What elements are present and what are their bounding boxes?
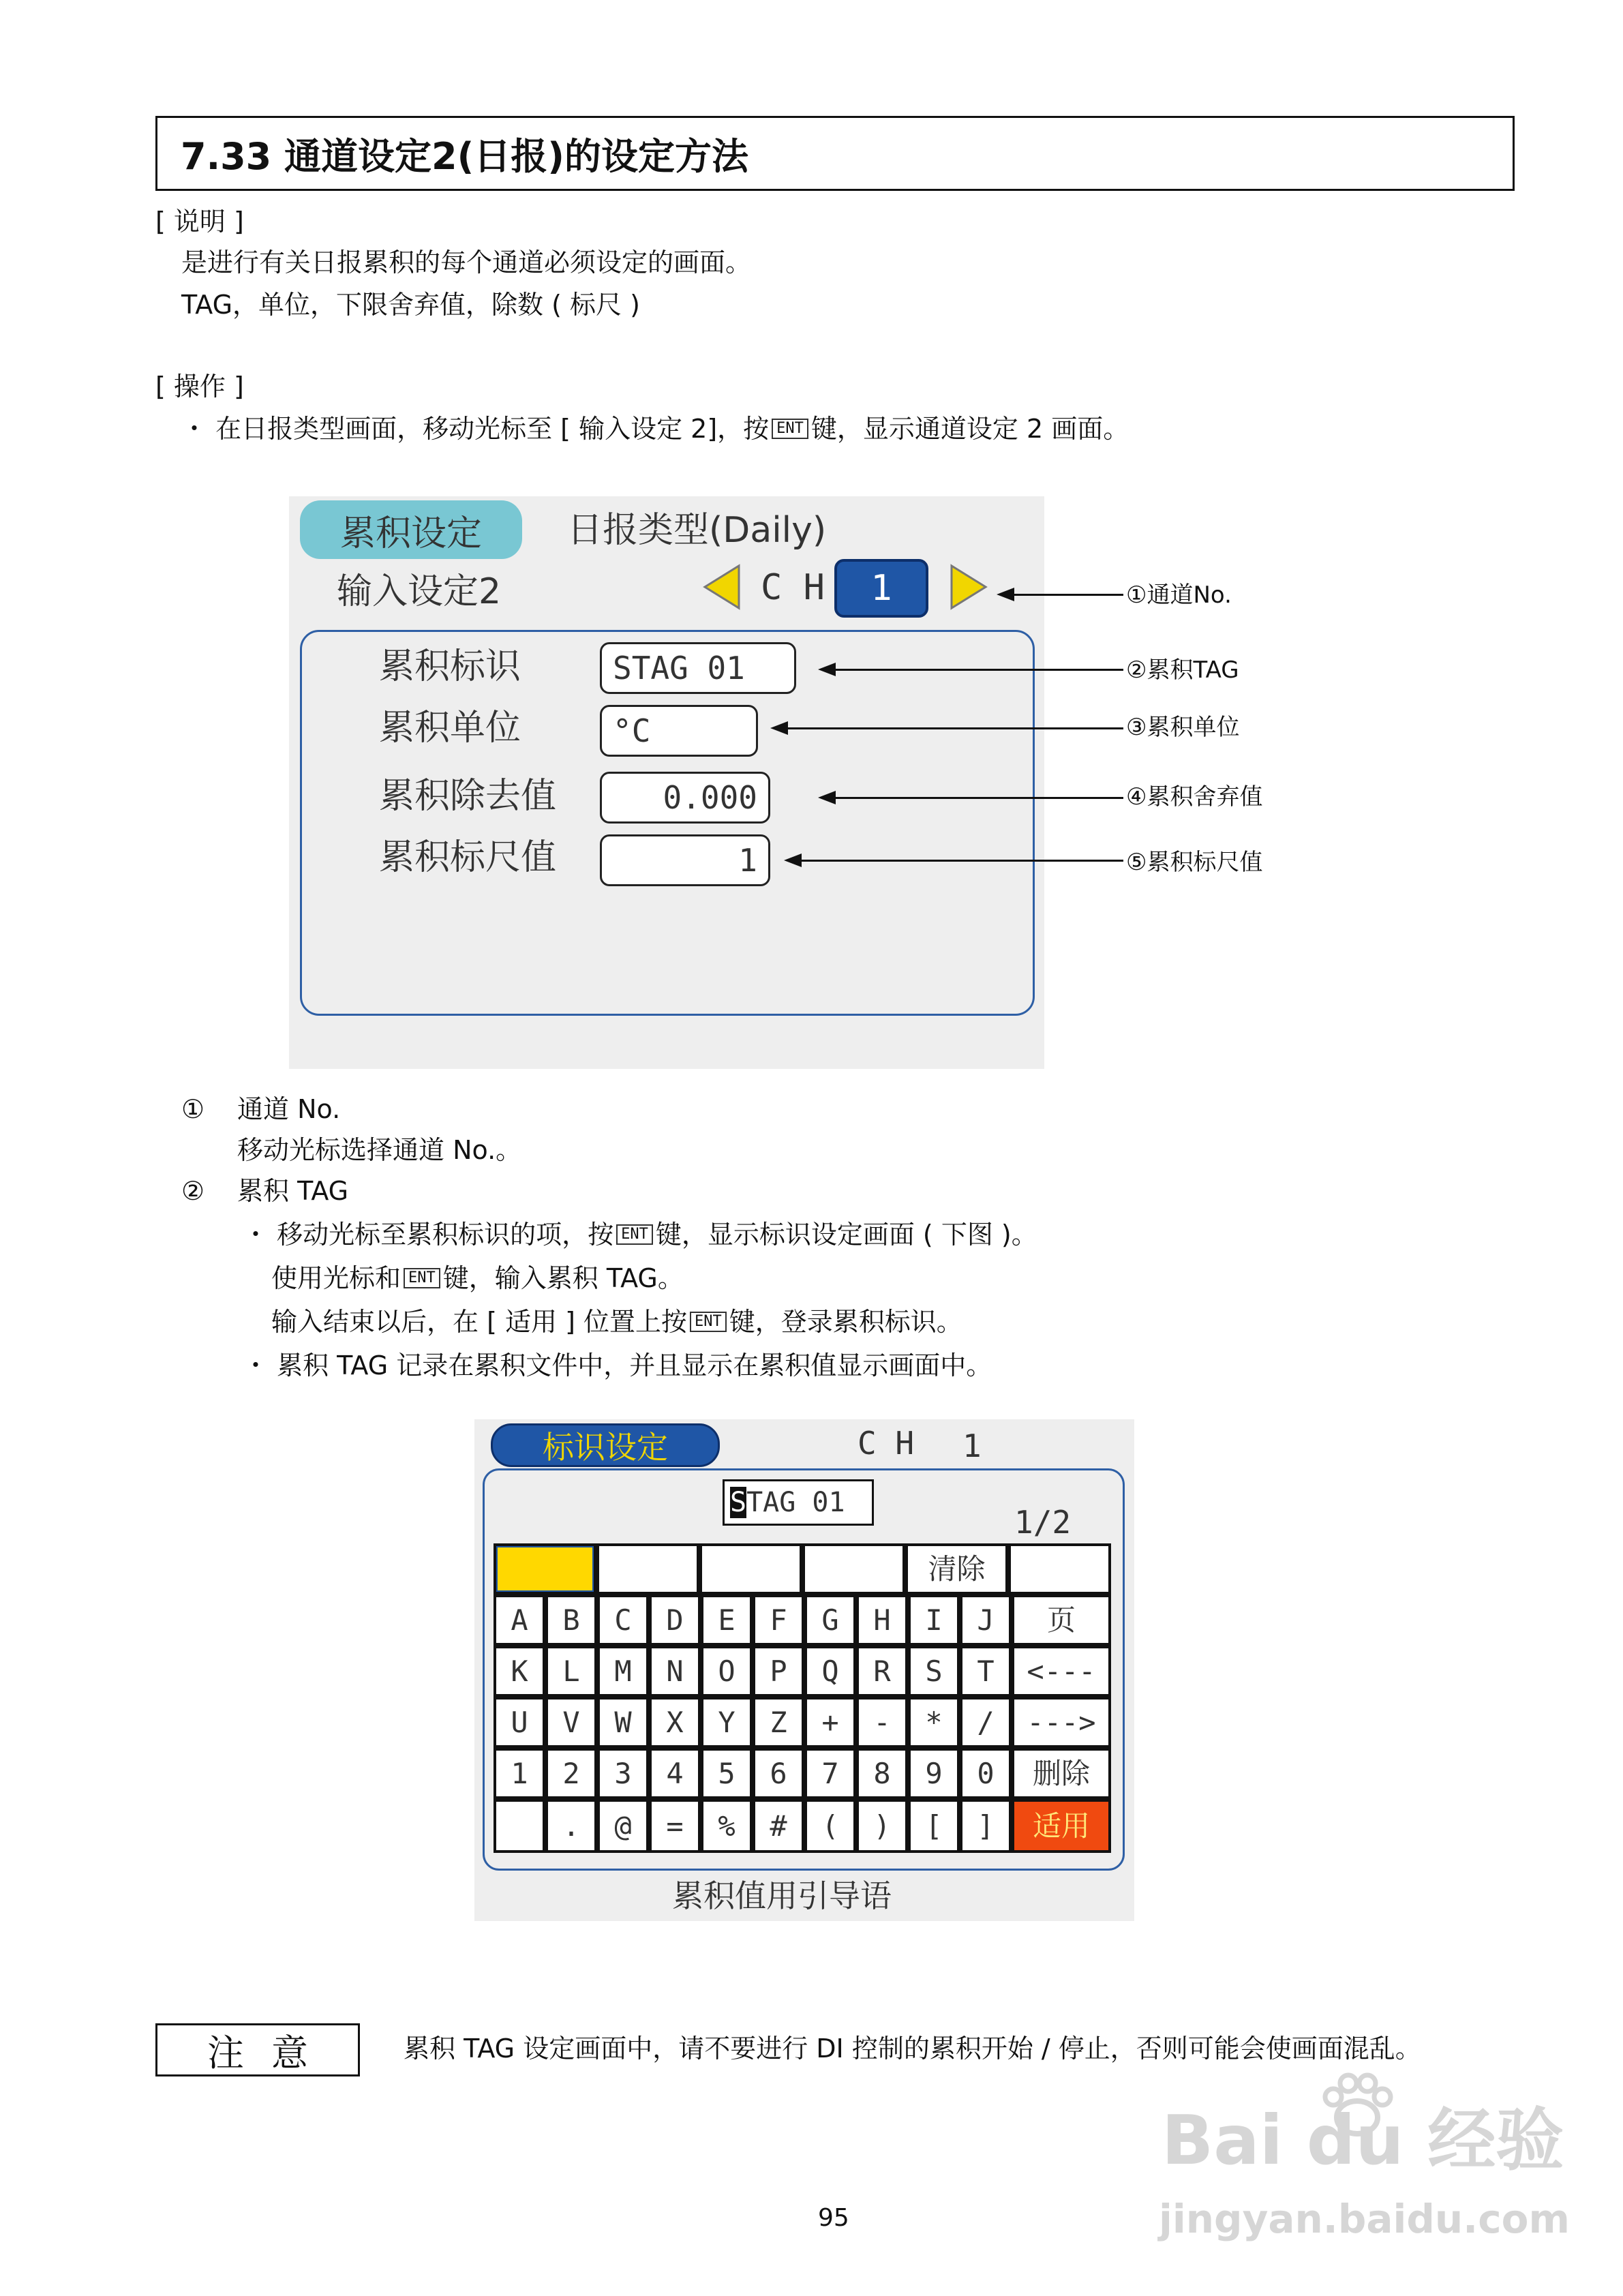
screen1-tab[interactable]: 累积设定 — [300, 500, 522, 559]
key-char[interactable]: D — [652, 1597, 698, 1643]
operation-bullet — [181, 416, 1129, 442]
tag-input-cursor: S — [730, 1487, 747, 1518]
desc-item2-num: ② — [181, 1176, 205, 1206]
key-char[interactable]: U — [496, 1700, 543, 1745]
screen1-subtitle: 输入设定2 — [337, 571, 502, 612]
callout-arrowhead-1 — [997, 588, 1014, 601]
note-label: 注意 — [207, 2031, 335, 2074]
key-char[interactable]: ] — [962, 1802, 1009, 1850]
key-char[interactable]: A — [496, 1597, 543, 1643]
key-char[interactable]: C — [600, 1597, 646, 1643]
key-char[interactable]: - — [859, 1700, 905, 1745]
key-char[interactable]: E — [703, 1597, 750, 1643]
key-char[interactable]: 6 — [755, 1751, 802, 1796]
ent-key-icon: ENT — [616, 1224, 653, 1245]
watermark-url: jingyan.baidu.com — [1159, 2196, 1570, 2242]
key-char[interactable]: V — [548, 1700, 594, 1745]
callout-line-5 — [800, 860, 1123, 862]
key-char[interactable]: L — [548, 1648, 594, 1694]
callout-channel-no: ①通道No. — [1126, 581, 1232, 609]
key-char[interactable]: = — [652, 1802, 698, 1850]
screen2-footer: 累积值用引导语 — [672, 1877, 892, 1914]
desc-bullet-3-suffix: 键，登录累积标识。 — [729, 1307, 962, 1337]
screen2-tab[interactable]: 标识设定 — [491, 1423, 720, 1467]
key-char[interactable]: ( — [807, 1802, 853, 1850]
key-char[interactable]: O — [703, 1648, 750, 1694]
key-char[interactable]: P — [755, 1648, 802, 1694]
key-char[interactable]: G — [807, 1597, 853, 1643]
key-blank-slot[interactable] — [599, 1546, 697, 1592]
screen1-title: 日报类型(Daily) — [567, 510, 827, 551]
key-char[interactable]: I — [911, 1597, 957, 1643]
ch-number-field[interactable]: 1 — [834, 559, 928, 618]
row-label-unit: 累积单位 — [379, 708, 521, 749]
key-char[interactable]: 0 — [962, 1751, 1009, 1796]
page-indicator: 1/2 — [1014, 1504, 1072, 1541]
callout-line-1 — [1013, 594, 1123, 596]
explain-line-1: 是进行有关日报累积的每个通道必须设定的画面。 — [181, 247, 752, 277]
desc-bullet-4: ・ 累积 TAG 记录在累积文件中，并且显示在累积值显示画面中。 — [243, 1350, 992, 1380]
key-char[interactable]: N — [652, 1648, 698, 1694]
key-char[interactable]: # — [755, 1802, 802, 1850]
key-char[interactable]: 4 — [652, 1751, 698, 1796]
key-clear[interactable]: 清除 — [908, 1546, 1005, 1592]
scale-field[interactable]: 1 — [600, 834, 770, 886]
key-char[interactable]: 5 — [703, 1751, 750, 1796]
callout-tag: ②累积TAG — [1126, 656, 1239, 684]
watermark-brand: Bai du 经验 — [1162, 2100, 1564, 2180]
key-char[interactable]: B — [548, 1597, 594, 1643]
key-cursor-slot[interactable] — [496, 1546, 594, 1592]
operation-label: [ 操作 ] — [155, 372, 244, 402]
key-char[interactable]: J — [962, 1597, 1009, 1643]
callout-cutoff: ④累积舍弃值 — [1126, 783, 1263, 811]
key-char[interactable]: 8 — [859, 1751, 905, 1796]
callout-arrowhead-3 — [770, 721, 788, 735]
callout-unit: ③累积单位 — [1126, 714, 1240, 741]
page-number: 95 — [818, 2204, 849, 2232]
key-char[interactable]: W — [600, 1700, 646, 1745]
ent-key-icon: ENT — [772, 419, 808, 439]
key-char[interactable]: Z — [755, 1700, 802, 1745]
key-char[interactable]: + — [807, 1700, 853, 1745]
key-char[interactable]: X — [652, 1700, 698, 1745]
row-label-cutoff: 累积除去值 — [379, 776, 557, 817]
key-char[interactable]: 7 — [807, 1751, 853, 1796]
key-char[interactable]: R — [859, 1648, 905, 1694]
key-char[interactable]: * — [911, 1700, 957, 1745]
section-heading-text: 7.33 通道设定2(日报)的设定方法 — [181, 134, 748, 178]
key-char[interactable]: ) — [859, 1802, 905, 1850]
key-blank-slot[interactable] — [1011, 1546, 1108, 1592]
desc-bullet-3-prefix: 输入结束以后，在 [ 适用 ] 位置上按 — [271, 1307, 687, 1337]
ch-next-arrow-icon[interactable] — [949, 563, 988, 611]
key-char[interactable]: @ — [600, 1802, 646, 1850]
desc-item1-num: ① — [181, 1094, 205, 1124]
key-char[interactable]: 3 — [600, 1751, 646, 1796]
desc-item1-text: 移动光标选择通道 No.。 — [237, 1135, 522, 1165]
note-label-box — [155, 2023, 360, 2076]
ent-key-icon: ENT — [404, 1268, 440, 1288]
desc-item2-title: 累积 TAG — [237, 1176, 349, 1206]
section-heading — [155, 116, 1515, 191]
explain-line-2: TAG，单位，下限舍弃值，除数 ( 标尺 ) — [181, 290, 640, 320]
tag-input-text: TAG 01 — [746, 1487, 845, 1518]
desc-bullet-2-prefix: 使用光标和 — [271, 1263, 401, 1293]
screen1-ch-label: C H — [761, 567, 825, 608]
key-delete[interactable]: 删除 — [1014, 1751, 1108, 1796]
key-cursor-left[interactable]: <--- — [1014, 1648, 1108, 1694]
key-blank-slot[interactable] — [702, 1546, 800, 1592]
desc-bullet-1 — [243, 1222, 1037, 1248]
unit-field[interactable]: °C — [600, 705, 758, 757]
callout-arrowhead-4 — [818, 791, 836, 804]
key-char[interactable]: H — [859, 1597, 905, 1643]
desc-bullet-3 — [271, 1309, 962, 1335]
desc-bullet-2-suffix: 键，输入累积 TAG。 — [442, 1263, 684, 1293]
key-char[interactable]: / — [962, 1700, 1009, 1745]
key-blank-slot[interactable] — [805, 1546, 902, 1592]
key-char[interactable]: Y — [703, 1700, 750, 1745]
operation-bullet-suffix: 键，显示通道设定 2 画面。 — [810, 414, 1129, 444]
note-text: 累积 TAG 设定画面中，请不要进行 DI 控制的累积开始 / 停止，否则可能会使画面混乱。 — [404, 2034, 1421, 2064]
key-char[interactable]: . — [548, 1802, 594, 1850]
key-cursor-right[interactable]: ---> — [1014, 1700, 1108, 1745]
tag-field[interactable]: STAG 01 — [600, 642, 796, 694]
callout-arrowhead-2 — [818, 663, 836, 676]
key-char[interactable]: K — [496, 1648, 543, 1694]
key-char[interactable]: % — [703, 1802, 750, 1850]
key-char[interactable]: M — [600, 1648, 646, 1694]
screen2-ch-value: 1 — [962, 1428, 982, 1464]
desc-bullet-2 — [271, 1265, 684, 1291]
row-label-scale: 累积标尺值 — [379, 837, 557, 878]
tag-input-field[interactable] — [723, 1479, 874, 1526]
desc-bullet-1-suffix: 键，显示标识设定画面 ( 下图 )。 — [655, 1220, 1037, 1250]
key-char[interactable]: 1 — [496, 1751, 543, 1796]
key-char[interactable]: F — [755, 1597, 802, 1643]
ent-key-icon: ENT — [690, 1312, 727, 1332]
screen2-ch-label: C H — [858, 1425, 915, 1462]
key-space[interactable] — [496, 1802, 543, 1850]
explain-label: [ 说明 ] — [155, 207, 244, 237]
cutoff-field[interactable]: 0.000 — [600, 772, 770, 824]
callout-line-3 — [787, 727, 1123, 729]
desc-item1-title: 通道 No. — [237, 1094, 341, 1124]
key-char[interactable]: [ — [911, 1802, 957, 1850]
key-char[interactable]: 9 — [911, 1751, 957, 1796]
key-apply[interactable]: 适用 — [1014, 1802, 1108, 1850]
key-char[interactable]: S — [911, 1648, 957, 1694]
operation-bullet-prefix: ・ 在日报类型画面，移动光标至 [ 输入设定 2]，按 — [181, 414, 770, 444]
desc-bullet-1-prefix: ・ 移动光标至累积标识的项，按 — [243, 1220, 614, 1250]
callout-line-2 — [834, 669, 1123, 671]
key-char[interactable]: Q — [807, 1648, 853, 1694]
callout-arrowhead-5 — [784, 854, 802, 867]
ch-prev-arrow-icon[interactable] — [702, 563, 742, 611]
row-label-tag: 累积标识 — [379, 646, 521, 687]
key-page[interactable]: 页 — [1014, 1597, 1108, 1643]
callout-line-4 — [834, 797, 1123, 799]
key-char[interactable]: 2 — [548, 1751, 594, 1796]
keyboard-grid — [494, 1543, 1111, 1853]
key-char[interactable]: T — [962, 1648, 1009, 1694]
callout-scale: ⑤累积标尺值 — [1126, 849, 1263, 876]
